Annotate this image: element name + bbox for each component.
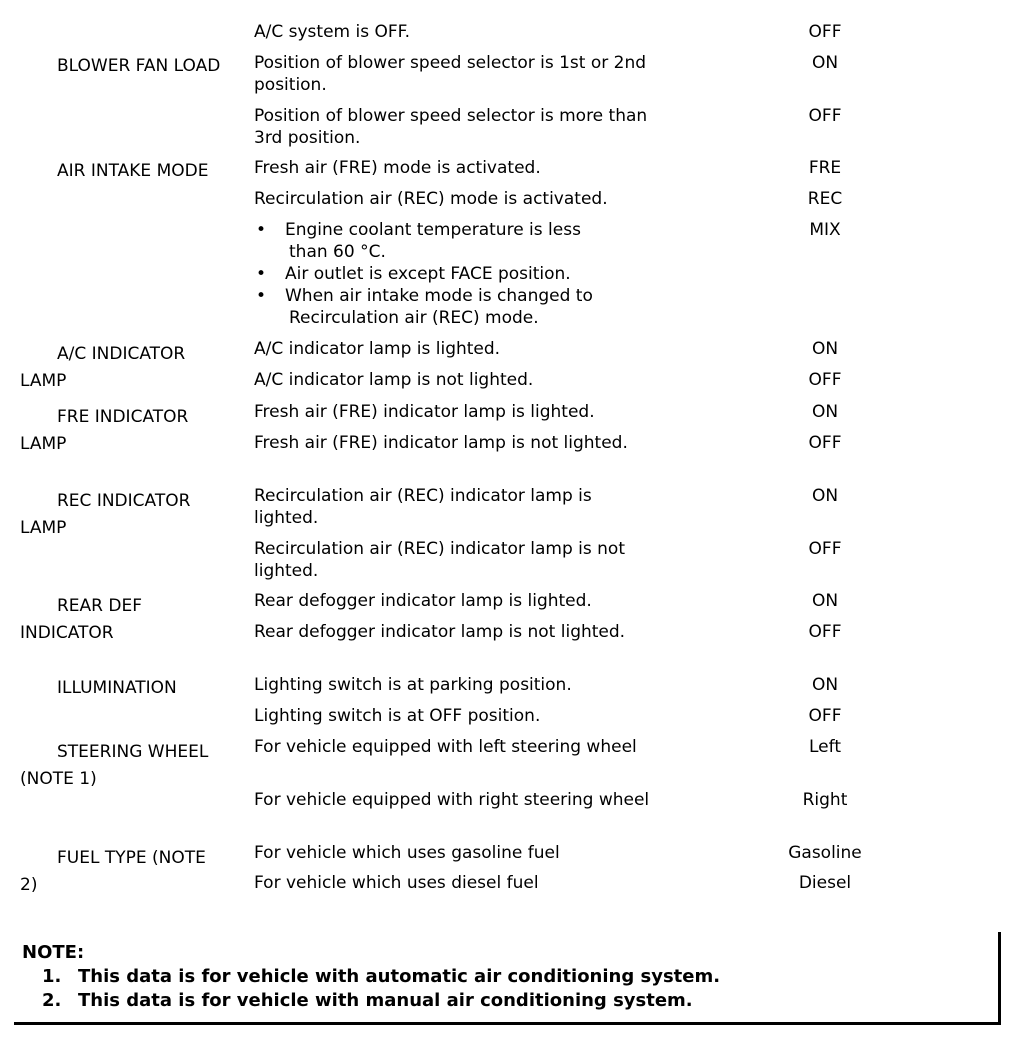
note-number: 2.	[42, 990, 62, 1011]
item-label: BLOWER FAN LOAD	[57, 56, 221, 76]
value-text: ON	[811, 402, 839, 422]
bullet-text: Engine coolant temperature is less	[285, 220, 581, 240]
note-title: NOTE:	[22, 942, 85, 963]
condition-text: Recirculation air (REC) indicator lamp is not lighted.	[254, 539, 626, 581]
note-item	[42, 990, 693, 1012]
value-text: OFF	[808, 433, 842, 453]
condition-text: Rear defogger indicator lamp is lighted.	[254, 591, 592, 611]
item-label: STEERING WHEEL	[57, 742, 209, 762]
item-steering-wheel	[20, 739, 240, 793]
condition-text: Fresh air (FRE) indicator lamp is not lighted.	[254, 433, 628, 453]
bullet-text: Air outlet is except FACE position.	[285, 264, 571, 284]
note-number: 1.	[42, 966, 62, 987]
item-rear-def-indicator	[20, 593, 240, 647]
bullet-text-cont: than 60 °C.	[289, 242, 386, 262]
item-label-cont: LAMP	[20, 518, 67, 538]
note-text: This data is for vehicle with manual air conditioning system.	[78, 990, 693, 1011]
value-text: OFF	[808, 370, 842, 390]
item-air-intake-mode	[20, 160, 240, 182]
item-ac-indicator-lamp	[20, 341, 240, 395]
value-text: ON	[811, 675, 839, 695]
value-text: Diesel	[798, 873, 852, 893]
value-text: Right	[802, 790, 848, 810]
value-text: MIX	[809, 220, 841, 240]
value-text: FRE	[808, 158, 842, 178]
condition-text: Recirculation air (REC) mode is activated.	[254, 189, 608, 209]
item-fre-indicator-lamp	[20, 404, 240, 458]
condition-text: For vehicle equipped with right steering wheel	[254, 790, 650, 810]
item-label: REC INDICATOR	[57, 491, 191, 511]
item-label: REAR DEF	[57, 596, 143, 616]
value-text: OFF	[808, 22, 842, 42]
list-item	[254, 263, 654, 285]
item-label-cont: LAMP	[20, 434, 67, 454]
item-label-cont: INDICATOR	[20, 623, 114, 643]
condition-text: Fresh air (FRE) indicator lamp is lighted.	[254, 402, 595, 422]
value-text: OFF	[808, 622, 842, 642]
condition-text: Lighting switch is at parking position.	[254, 675, 572, 695]
condition-text: For vehicle which uses diesel fuel	[254, 873, 539, 893]
item-label: FUEL TYPE (NOTE	[57, 848, 206, 868]
bullet-text: When air intake mode is changed to	[285, 286, 593, 306]
condition-bullet-list	[254, 219, 654, 329]
value-text: REC	[807, 189, 843, 209]
value-text: OFF	[808, 539, 842, 559]
item-label: AIR INTAKE MODE	[57, 161, 209, 181]
condition-text: For vehicle which uses gasoline fuel	[254, 843, 560, 863]
item-label: ILLUMINATION	[57, 678, 177, 698]
item-rec-indicator-lamp	[20, 488, 240, 542]
note-item	[42, 966, 720, 988]
condition-text: Lighting switch is at OFF position.	[254, 706, 541, 726]
item-label-cont: (NOTE 1)	[20, 769, 97, 789]
value-text: OFF	[808, 706, 842, 726]
value-text: ON	[811, 486, 839, 506]
condition-text: A/C indicator lamp is not lighted.	[254, 370, 534, 390]
value-text: ON	[811, 591, 839, 611]
item-blower-fan-load	[20, 55, 240, 77]
condition-text: A/C system is OFF.	[254, 22, 411, 42]
list-item	[254, 219, 654, 263]
condition-text: Position of blower speed selector is 1st or 2nd position.	[254, 53, 647, 95]
condition-text: Position of blower speed selector is more than 3rd position.	[254, 106, 648, 148]
bullet-text-cont: Recirculation air (REC) mode.	[289, 308, 539, 328]
note-box	[14, 932, 1001, 1025]
value-text: OFF	[808, 106, 842, 126]
value-text: ON	[811, 53, 839, 73]
item-illumination	[20, 677, 240, 699]
condition-text: Recirculation air (REC) indicator lamp is lighted.	[254, 486, 592, 528]
condition-text: A/C indicator lamp is lighted.	[254, 339, 501, 359]
note-text: This data is for vehicle with automatic air conditioning system.	[78, 966, 721, 987]
item-label-cont: 2)	[20, 875, 38, 895]
condition-text: Fresh air (FRE) mode is activated.	[254, 158, 541, 178]
item-label: A/C INDICATOR	[57, 344, 186, 364]
item-label-cont: LAMP	[20, 371, 67, 391]
value-text: ON	[811, 339, 839, 359]
list-item	[254, 285, 654, 329]
condition-text: For vehicle equipped with left steering wheel	[254, 737, 637, 757]
item-label: FRE INDICATOR	[57, 407, 189, 427]
item-fuel-type	[20, 845, 240, 899]
condition-text: Rear defogger indicator lamp is not lighted.	[254, 622, 626, 642]
value-text: Gasoline	[788, 843, 862, 863]
value-text: Left	[809, 737, 841, 757]
